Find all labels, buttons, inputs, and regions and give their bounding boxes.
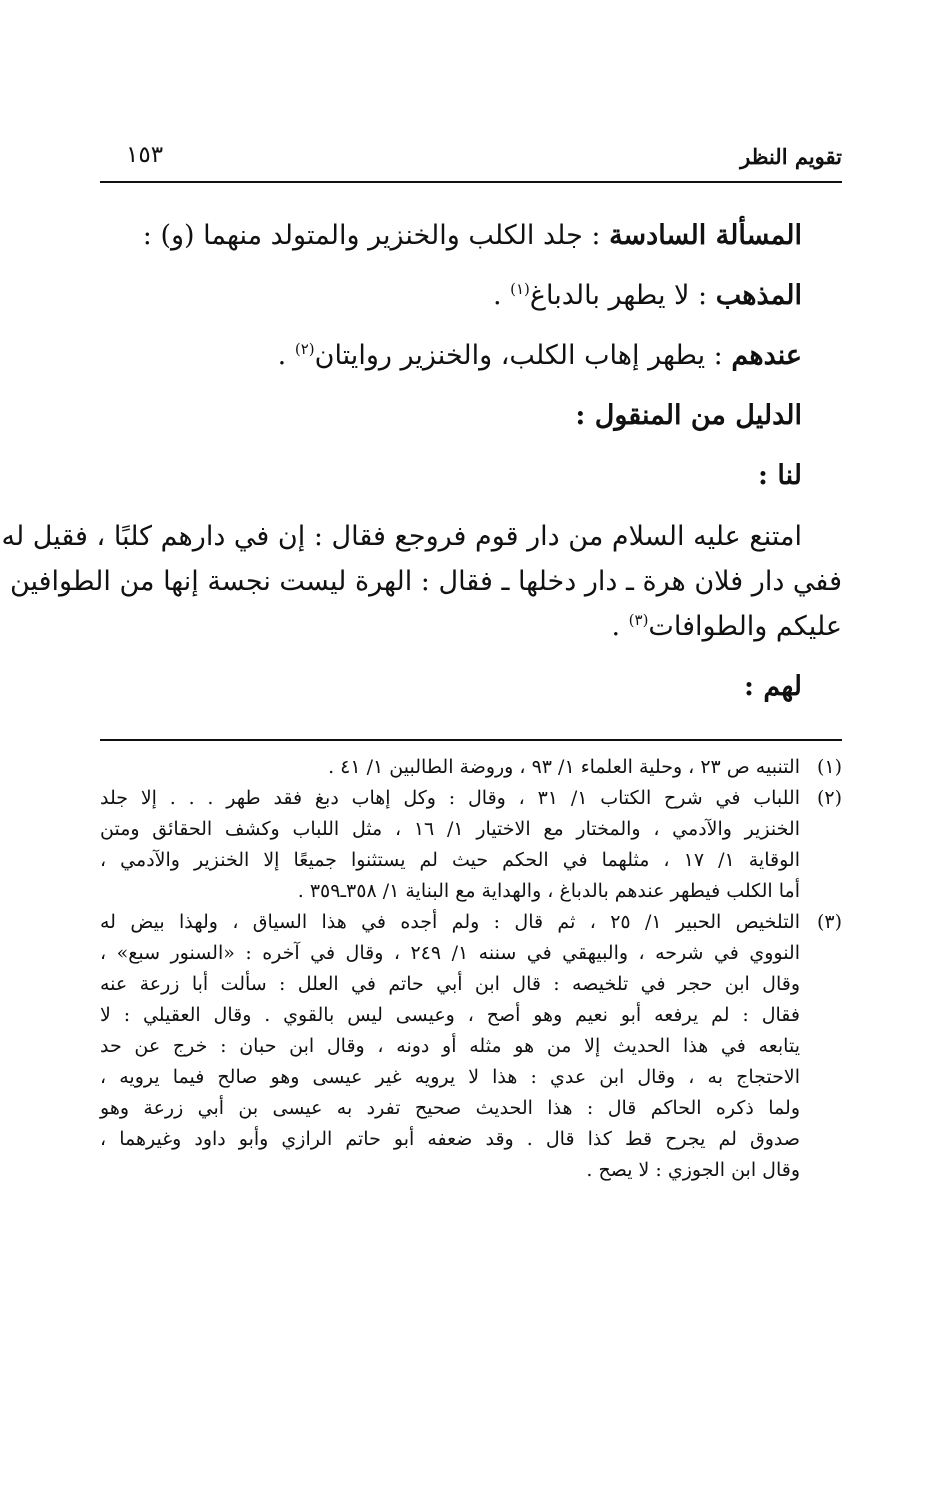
paragraph-line-3	[100, 604, 842, 649]
madhhab-label: المذهب	[715, 280, 802, 311]
footnote-line: التلخيص الحبير ١/ ٢٥ ، ثم قال : ولم أجده في هذا السياق ، ولهذا بيض له	[100, 911, 800, 933]
evidence-paragraph	[1, 506, 842, 649]
page-number: ١٥٣	[126, 142, 164, 168]
running-header	[100, 140, 842, 180]
evidence-heading-line	[100, 386, 842, 446]
madhhab-line	[100, 266, 842, 326]
footnote-number: (١)	[816, 756, 842, 778]
indahum-text: : يطهر إهاب الكلب، والخنزير روايتان	[314, 340, 723, 371]
footnote-line: وقال ابن الجوزي : لا يصح .	[586, 1159, 800, 1181]
paragraph-line-2: ففي دار فلان هرة ـ دار دخلها ـ فقال : الهرة ليست نجسة إنها من الطوافين	[9, 566, 842, 597]
evidence-heading: الدليل من المنقول :	[575, 400, 802, 431]
footnote-ref-3: (٣)	[628, 611, 649, 629]
indahum-label: عندهم	[731, 340, 802, 371]
footnote-line: ولما ذكره الحاكم قال : هذا الحديث صحيح تفرد به عيسى بن أبي زرعة وهو	[100, 1097, 800, 1119]
book-title: تقويم النظر	[740, 144, 842, 169]
footnote-2	[100, 783, 842, 907]
paragraph-line-3-end: .	[611, 611, 629, 642]
issue-label: المسألة السادسة	[609, 220, 802, 251]
footnote-line: وقال ابن حجر في تلخيصه : قال ابن أبي حاتم في العلل : سألت أبا زرعة عنه	[100, 973, 800, 995]
footnote-number: (٢)	[816, 787, 842, 809]
indahum-end: .	[277, 340, 295, 371]
footnote-line: الاحتجاج به ، وقال ابن عدي : هذا لا يرويه غير عيسى وهو صالح فيما يرويه ،	[100, 1066, 800, 1088]
footnote-line: التنبيه ص ٢٣ ، وحلية العلماء ١/ ٩٣ ، وروضة الطالبين ١/ ٤١ .	[328, 756, 800, 778]
footnote-ref-2: (٢)	[294, 340, 315, 358]
lahum-heading-line	[100, 657, 842, 717]
issue-line	[100, 206, 842, 266]
issue-text: : جلد الكلب والخنزير والمتولد منهما (و) :	[142, 220, 601, 251]
footnote-line: صدوق لم يجرح قط كذا قال . وقد ضعفه أبو حاتم الرازي وأبو داود وغيرهما ،	[100, 1128, 800, 1150]
indahum-line	[100, 326, 842, 386]
footnote-ref-1: (١)	[510, 280, 530, 298]
footnote-3	[100, 907, 842, 1186]
madhhab-end: .	[492, 280, 511, 311]
footnote-line: النووي في شرحه ، والبيهقي في سننه ١/ ٢٤٩ ، وقال في آخره : «السنور سبع» ،	[100, 942, 800, 964]
lana-heading-line	[100, 446, 842, 506]
madhhab-text: : لا يطهر بالدباغ	[529, 280, 708, 311]
footnote-divider	[100, 739, 842, 741]
main-text	[1, 206, 842, 717]
paragraph-line-1: امتنع عليه السلام من دار قوم فروجع فقال : إن في دارهم كلبًا ، فقيل له	[1, 521, 802, 552]
footnote-line: يتابعه في هذا الحديث إلا من هو مثله أو دونه ، وقال ابن حبان : خرج عن حد	[100, 1035, 800, 1057]
footnote-1	[100, 752, 842, 783]
footnote-line: الوقاية ١/ ١٧ ، مثلهما في الحكم حيث لم يستثنوا جميعًا إلا الخنزير والآدمي ،	[100, 849, 800, 871]
lana-heading: لنا :	[758, 460, 802, 491]
footnote-number: (٣)	[816, 911, 842, 933]
footnote-line: فقال : لم يرفعه أبو نعيم وهو أصح ، وعيسى ليس بالقوي . وقال العقيلي : لا	[100, 1004, 800, 1026]
footnote-line: أما الكلب فيطهر عندهم بالدباغ ، والهداية مع البناية ١/ ٣٥٨ـ٣٥٩ .	[297, 880, 800, 902]
footnote-line: الخنزير والآدمي ، والمختار مع الاختيار ١/ ١٦ ، مثل اللباب وكشف الحقائق ومتن	[100, 818, 800, 840]
header-divider	[100, 181, 842, 183]
footnotes-section	[100, 752, 842, 1186]
footnote-line: اللباب في شرح الكتاب ١/ ٣١ ، وقال : وكل إهاب دبغ فقد طهر . . . إلا جلد	[100, 787, 801, 809]
paragraph-line-3-text: عليكم والطوافات	[648, 611, 842, 642]
lahum-heading: لهم :	[743, 671, 802, 702]
